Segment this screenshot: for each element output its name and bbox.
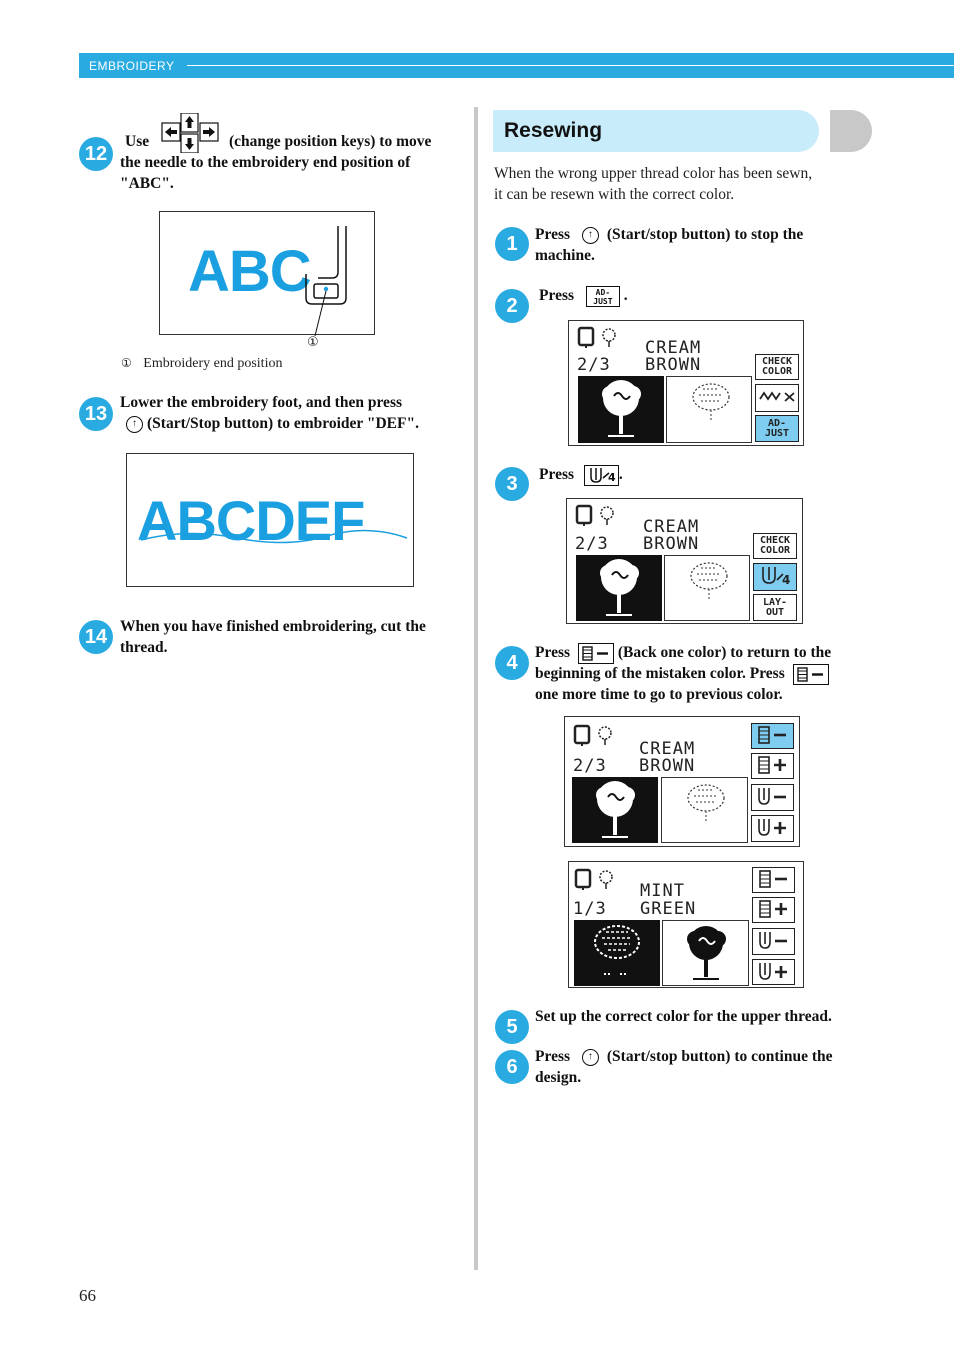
svg-text:4: 4: [607, 470, 616, 484]
step-2-text: Press AD- JUST .: [539, 287, 628, 306]
thread-spool-icon: [577, 326, 621, 348]
current-color-preview: [578, 376, 664, 443]
stitch-forward-button[interactable]: [751, 815, 794, 842]
step-badge-14: 14: [79, 620, 113, 654]
step-6-text: Press ↑ (Start/stop button) to continue the design.: [535, 1048, 833, 1086]
next-color-preview: [666, 376, 752, 443]
needle-plus-icon: [754, 960, 793, 983]
header-rule: [187, 65, 954, 66]
step-badge-2: 2: [495, 289, 529, 323]
thread-color-key-icon: [584, 465, 619, 486]
spool-minus-icon: [754, 868, 793, 890]
svg-text:4: 4: [782, 573, 791, 587]
start-stop-icon: ↑: [582, 227, 599, 244]
thread-color-button[interactable]: [753, 563, 797, 591]
spool-plus-icon: [754, 898, 793, 920]
stitch-back-button[interactable]: [751, 784, 794, 811]
lcd-screen-2: 2/3 CREAM BROWN CHECK COLOR 4 LAY- OUT: [566, 498, 803, 624]
current-color-preview: [576, 555, 662, 621]
current-color-preview: [572, 777, 658, 843]
start-stop-icon: ↑: [582, 1049, 599, 1066]
check-color-button[interactable]: CHECK COLOR: [755, 354, 799, 380]
step-14-text: When you have finished embroidering, cut the thread.: [120, 618, 426, 656]
lcd-screen-1: 2/3 CREAM BROWN CHECK COLOR AD- JUST: [568, 320, 804, 446]
tree-design-icon: [576, 555, 662, 621]
start-stop-icon: ↑: [126, 416, 143, 433]
connecting-thread-line: [127, 454, 415, 588]
abc-figure: ABC: [159, 211, 375, 335]
layout-button[interactable]: LAY- OUT: [753, 594, 797, 621]
tree-design-icon: [578, 376, 664, 443]
section-title: Resewing: [504, 119, 603, 142]
step-badge-4: 4: [495, 646, 529, 680]
step-badge-6: 6: [495, 1050, 529, 1084]
step-5-text: Set up the correct color for the upper thread.: [535, 1008, 832, 1025]
adjust-button[interactable]: AD- JUST: [755, 415, 799, 442]
needle-color-icon: [755, 564, 795, 588]
tree-design-icon: [572, 777, 658, 843]
column-divider: [474, 107, 478, 1270]
dotted-design-icon: [667, 377, 751, 442]
step-badge-5: 5: [495, 1010, 529, 1044]
intro-text: When the wrong upper thread color has been sewn, it can be resewn with the correct color.: [494, 165, 813, 203]
step-3-text: Press 4 .: [539, 466, 623, 484]
forward-one-color-button[interactable]: [752, 897, 795, 923]
callout-marker: ①: [307, 335, 319, 350]
step-badge-1: 1: [495, 227, 529, 261]
back-one-color-button[interactable]: [751, 723, 794, 749]
step-12-text: Use (change position keys) to move the needle to the embroidery end position of "ABC".: [120, 131, 465, 194]
header-band: [79, 53, 954, 78]
step-1-text: Press ↑ (Start/stop button) to stop the machine.: [535, 226, 804, 264]
thread-spool-icon: [574, 868, 618, 890]
check-color-button[interactable]: CHECK COLOR: [753, 533, 797, 559]
stitch-button[interactable]: [755, 384, 799, 412]
next-color-preview: [661, 777, 748, 843]
step-badge-3: 3: [495, 467, 529, 501]
abcdef-figure: ABCDEF: [126, 453, 414, 587]
stitch-scissors-icon: [757, 385, 797, 409]
page-number: 66: [79, 1286, 96, 1305]
back-one-color-key-icon: [793, 664, 829, 685]
adjust-key-icon: AD- JUST: [586, 286, 620, 307]
dotted-design-icon: [665, 556, 749, 620]
spool-plus-icon: [753, 754, 792, 776]
thread-spool-icon: [575, 504, 619, 526]
needle-minus-icon: [754, 929, 793, 952]
spool-minus-icon: [753, 724, 792, 746]
next-color-preview: [664, 555, 750, 621]
lcd-screen-4: 1/3 MINT GREEN: [568, 861, 804, 988]
needle-foot-icon: [160, 212, 376, 336]
thread-spool-icon: [573, 724, 617, 746]
needle-plus-icon: [753, 816, 792, 839]
next-color-preview: [662, 920, 749, 986]
change-position-keys-icon: [161, 113, 219, 153]
stitch-forward-button[interactable]: [752, 959, 795, 985]
figure-caption: ① Embroidery end position: [121, 356, 283, 371]
step-4-text: Press (Back one color) to return to the beginning of the mistaken color. Press one more time to go to previous color.: [535, 644, 832, 703]
forward-one-color-button[interactable]: [751, 753, 794, 779]
step-badge-13: 13: [79, 397, 113, 431]
stitch-back-button[interactable]: [752, 928, 795, 955]
back-one-color-key-icon: [578, 643, 614, 664]
step-13-text: Lower the embroidery foot, and then press ↑ (Start/Stop button) to embroider "DEF".: [120, 394, 419, 432]
section-title-tab-end: [830, 110, 872, 152]
dotted-design-icon: [574, 920, 660, 986]
needle-minus-icon: [753, 785, 792, 808]
dotted-design-icon: [662, 778, 747, 842]
tree-design-icon: [663, 921, 748, 985]
current-color-preview: [574, 920, 660, 986]
lcd-screen-3: 2/3 CREAM BROWN: [564, 716, 800, 847]
section-label: EMBROIDERY: [89, 59, 175, 73]
back-one-color-button[interactable]: [752, 867, 795, 893]
step-badge-12: 12: [79, 137, 113, 171]
